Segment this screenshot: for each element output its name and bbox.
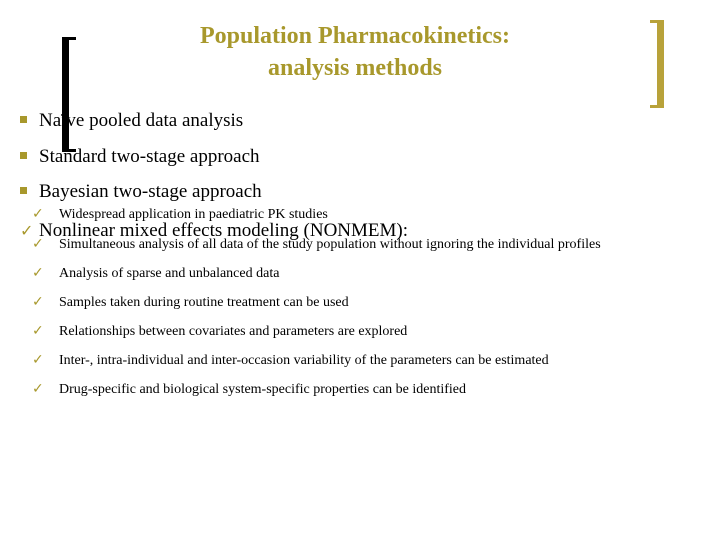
check-icon: ✓: [32, 352, 44, 368]
bullet-text: Bayesian two-stage approach: [39, 181, 262, 202]
slide-title: [130, 20, 580, 84]
check-icon: ✓: [32, 381, 44, 397]
bullet-text: Samples taken during routine treatment can be used: [59, 295, 349, 310]
bullet-text: Nonlinear mixed effects modeling (NONMEM):: [39, 220, 409, 241]
bullet-text: Widespread application in paediatric PK studies: [59, 207, 328, 222]
square-bullet-icon: [20, 116, 27, 123]
bullet-text: Naïve pooled data analysis: [39, 110, 244, 131]
title-line-2: analysis methods: [267, 55, 443, 81]
check-icon: ✓: [32, 294, 44, 310]
square-bullet-icon: [20, 187, 27, 194]
right-bracket-decoration: [650, 20, 664, 108]
check-icon: ✓: [32, 206, 44, 222]
check-icon: ✓: [20, 221, 34, 240]
bullet-text: Standard two-stage approach: [39, 146, 260, 167]
check-icon: ✓: [32, 323, 44, 339]
left-bracket-decoration: [62, 37, 76, 152]
check-icon: ✓: [32, 236, 44, 252]
bullet-text: Inter-, intra-individual and inter-occasion variability of the parameters can be estimated: [59, 353, 549, 368]
title-line-1: Population Pharmacokinetics:: [200, 23, 510, 49]
bullet-text: Relationships between covariates and parameters are explored: [59, 324, 408, 339]
check-icon: ✓: [32, 265, 44, 281]
square-bullet-icon: [20, 152, 27, 159]
bullet-text: Simultaneous analysis of all data of the study population without ignoring the individual profiles: [59, 237, 601, 252]
bullet-text: Analysis of sparse and unbalanced data: [59, 266, 280, 281]
bullet-text: Drug-specific and biological system-specific properties can be identified: [59, 382, 467, 397]
